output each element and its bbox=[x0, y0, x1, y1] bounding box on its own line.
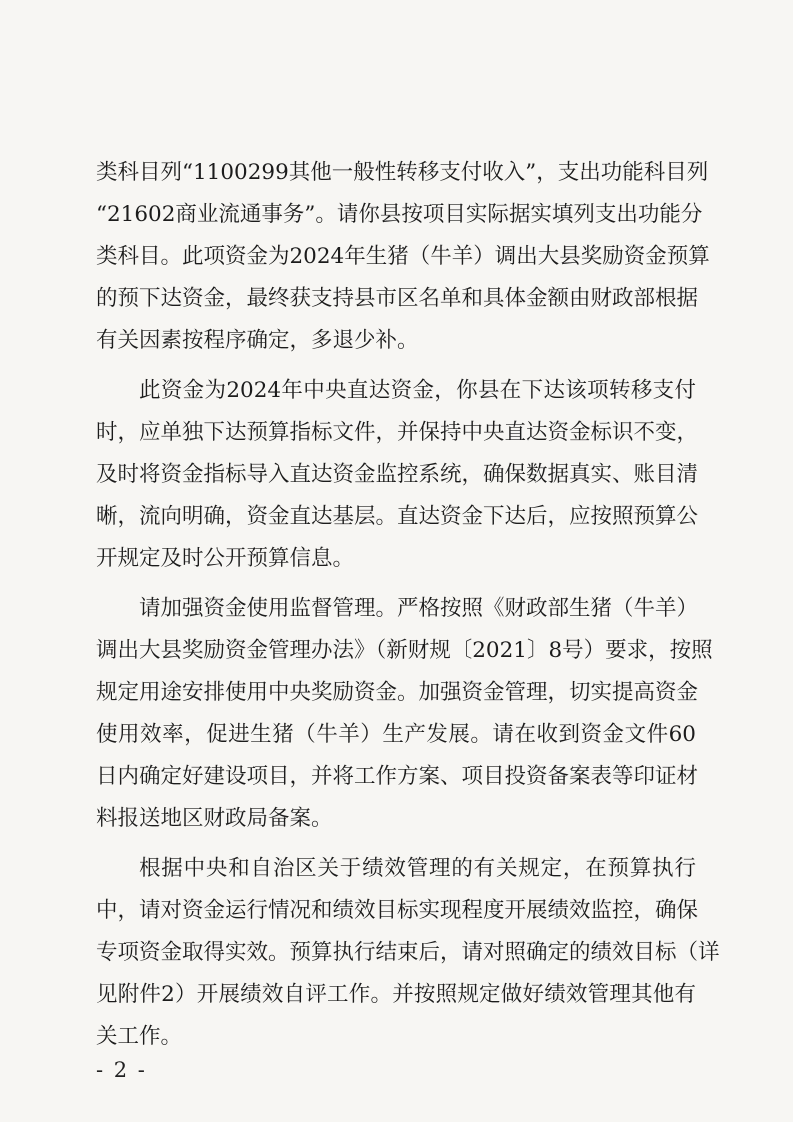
page-number: - 2 - bbox=[96, 1058, 147, 1082]
paragraph-first-line: 请加强资金使用监督管理。严格按照《财政部生猪（牛羊） bbox=[139, 596, 699, 621]
text-line: 日内确定好建设项目，并将工作方案、项目投资备案表等印证材 bbox=[96, 764, 699, 789]
text-line: 专项资金取得实效。预算执行结束后，请对照确定的绩效目标（详 bbox=[96, 940, 720, 965]
text-line: 见附件2）开展绩效自评工作。并按照规定做好绩效管理其他有 bbox=[96, 982, 696, 1007]
text-line: 开规定及时公开预算信息。 bbox=[96, 546, 355, 571]
text-line: 及时将资金指标导入直达资金监控系统，确保数据真实、账目清 bbox=[96, 462, 699, 487]
paragraph-first-line: 根据中央和自治区关于绩效管理的有关规定，在预算执行 bbox=[139, 856, 696, 881]
text-line: 时，应单独下达预算指标文件，并保持中央直达资金标识不变， bbox=[96, 420, 699, 445]
text-line: 关工作。 bbox=[96, 1024, 183, 1049]
text-line: 料报送地区财政局备案。 bbox=[96, 806, 333, 831]
text-line: 的预下达资金，最终获支持县市区名单和具体金额由财政部根据 bbox=[96, 286, 699, 311]
text-line: 类科目。此项资金为2024年生猪（牛羊）调出大县奖励资金预算 bbox=[96, 244, 710, 269]
text-line: 规定用途安排使用中央奖励资金。加强资金管理，切实提高资金 bbox=[96, 680, 699, 705]
paragraph-first-line: 此资金为2024年中央直达资金，你县在下达该项转移支付 bbox=[139, 378, 696, 403]
text-line: 调出大县奖励资金管理办法》（新财规〔2021〕8号）要求，按照 bbox=[96, 638, 713, 663]
text-line: “21602商业流通事务”。请你县按项目实际据实填列支出功能分 bbox=[96, 202, 703, 227]
body-text bbox=[96, 152, 720, 1058]
text-line: 使用效率，促进生猪（牛羊）生产发展。请在收到资金文件60 bbox=[96, 722, 696, 747]
text-line: 类科目列“1100299其他一般性转移支付收入”，支出功能科目列 bbox=[96, 160, 709, 185]
text-line: 有关因素按程序确定，多退少补。 bbox=[96, 328, 419, 353]
text-line: 中，请对资金运行情况和绩效目标实现程度开展绩效监控，确保 bbox=[96, 898, 699, 923]
text-line: 晰，流向明确，资金直达基层。直达资金下达后，应按照预算公 bbox=[96, 504, 699, 529]
